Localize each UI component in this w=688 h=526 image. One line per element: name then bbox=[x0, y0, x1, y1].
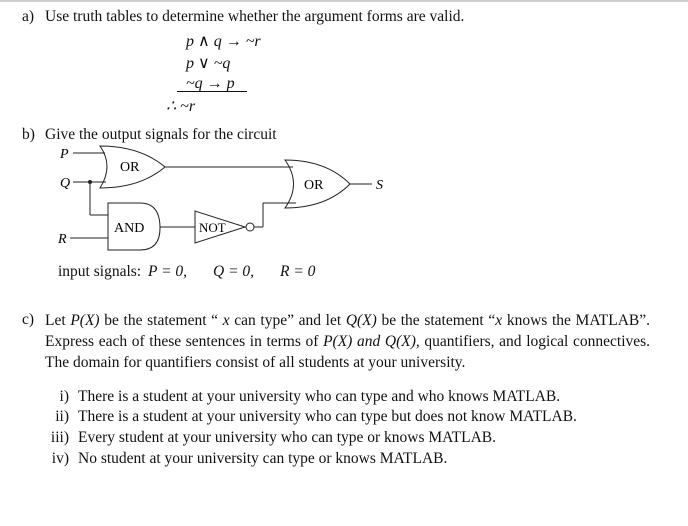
item-iii-num: iii) bbox=[50, 429, 69, 446]
output-s-label: S bbox=[376, 178, 383, 193]
item-iii-text: Every student at your university who can type or knows MATLAB. bbox=[78, 429, 497, 446]
part-b-question: Give the output signals for the circuit bbox=[45, 126, 277, 143]
item-ii-text: There is a student at your university who can type but does not know MATLAB. bbox=[78, 408, 577, 425]
gate-and-label: AND bbox=[114, 221, 145, 236]
input-r-label: R bbox=[58, 232, 67, 247]
part-c-label: c) bbox=[22, 311, 35, 328]
item-ii-num: ii) bbox=[55, 408, 69, 425]
item-i-text: There is a student at your university who can type and who knows MATLAB. bbox=[78, 388, 561, 405]
junction-dot bbox=[88, 180, 92, 184]
part-b-label: b) bbox=[22, 126, 35, 143]
item-iv-num: iv) bbox=[51, 450, 69, 467]
input-signal-r: R = 0 bbox=[280, 263, 316, 280]
premise-3: ~q → p bbox=[186, 75, 235, 92]
gate-or-2-label: OR bbox=[304, 178, 324, 193]
gate-not-label: NOT bbox=[199, 220, 226, 235]
gate-or-1-label: OR bbox=[120, 160, 140, 175]
conclusion: ∴ ~r bbox=[166, 98, 196, 115]
input-p-label: P bbox=[60, 147, 69, 162]
not-bubble bbox=[246, 223, 254, 231]
input-signal-q: Q = 0, bbox=[213, 263, 255, 280]
item-i-num: i) bbox=[59, 388, 69, 405]
premise-2: p ∨ ~q bbox=[186, 55, 231, 72]
item-iv-text: No student at your university can type or knows MATLAB. bbox=[78, 450, 448, 467]
part-a-question: Use truth tables to determine whether the argument forms are valid. bbox=[45, 8, 465, 25]
premise-1: p ∧ q → ~r bbox=[186, 33, 261, 50]
part-a-label: a) bbox=[22, 8, 35, 25]
input-signal-p: P = 0, bbox=[148, 263, 188, 280]
input-q-label: Q bbox=[60, 176, 71, 191]
input-signals-label: input signals: bbox=[58, 263, 142, 280]
part-c-paragraph: Let P(X) be the statement “ x can type” and let Q(X) be the statement “x knows the MATLAB”. Express each of these sentences in terms of P(X) and Q(X), quantifiers, and logical connectives. The domain for quantifiers consist of all students at your university. bbox=[45, 312, 651, 371]
